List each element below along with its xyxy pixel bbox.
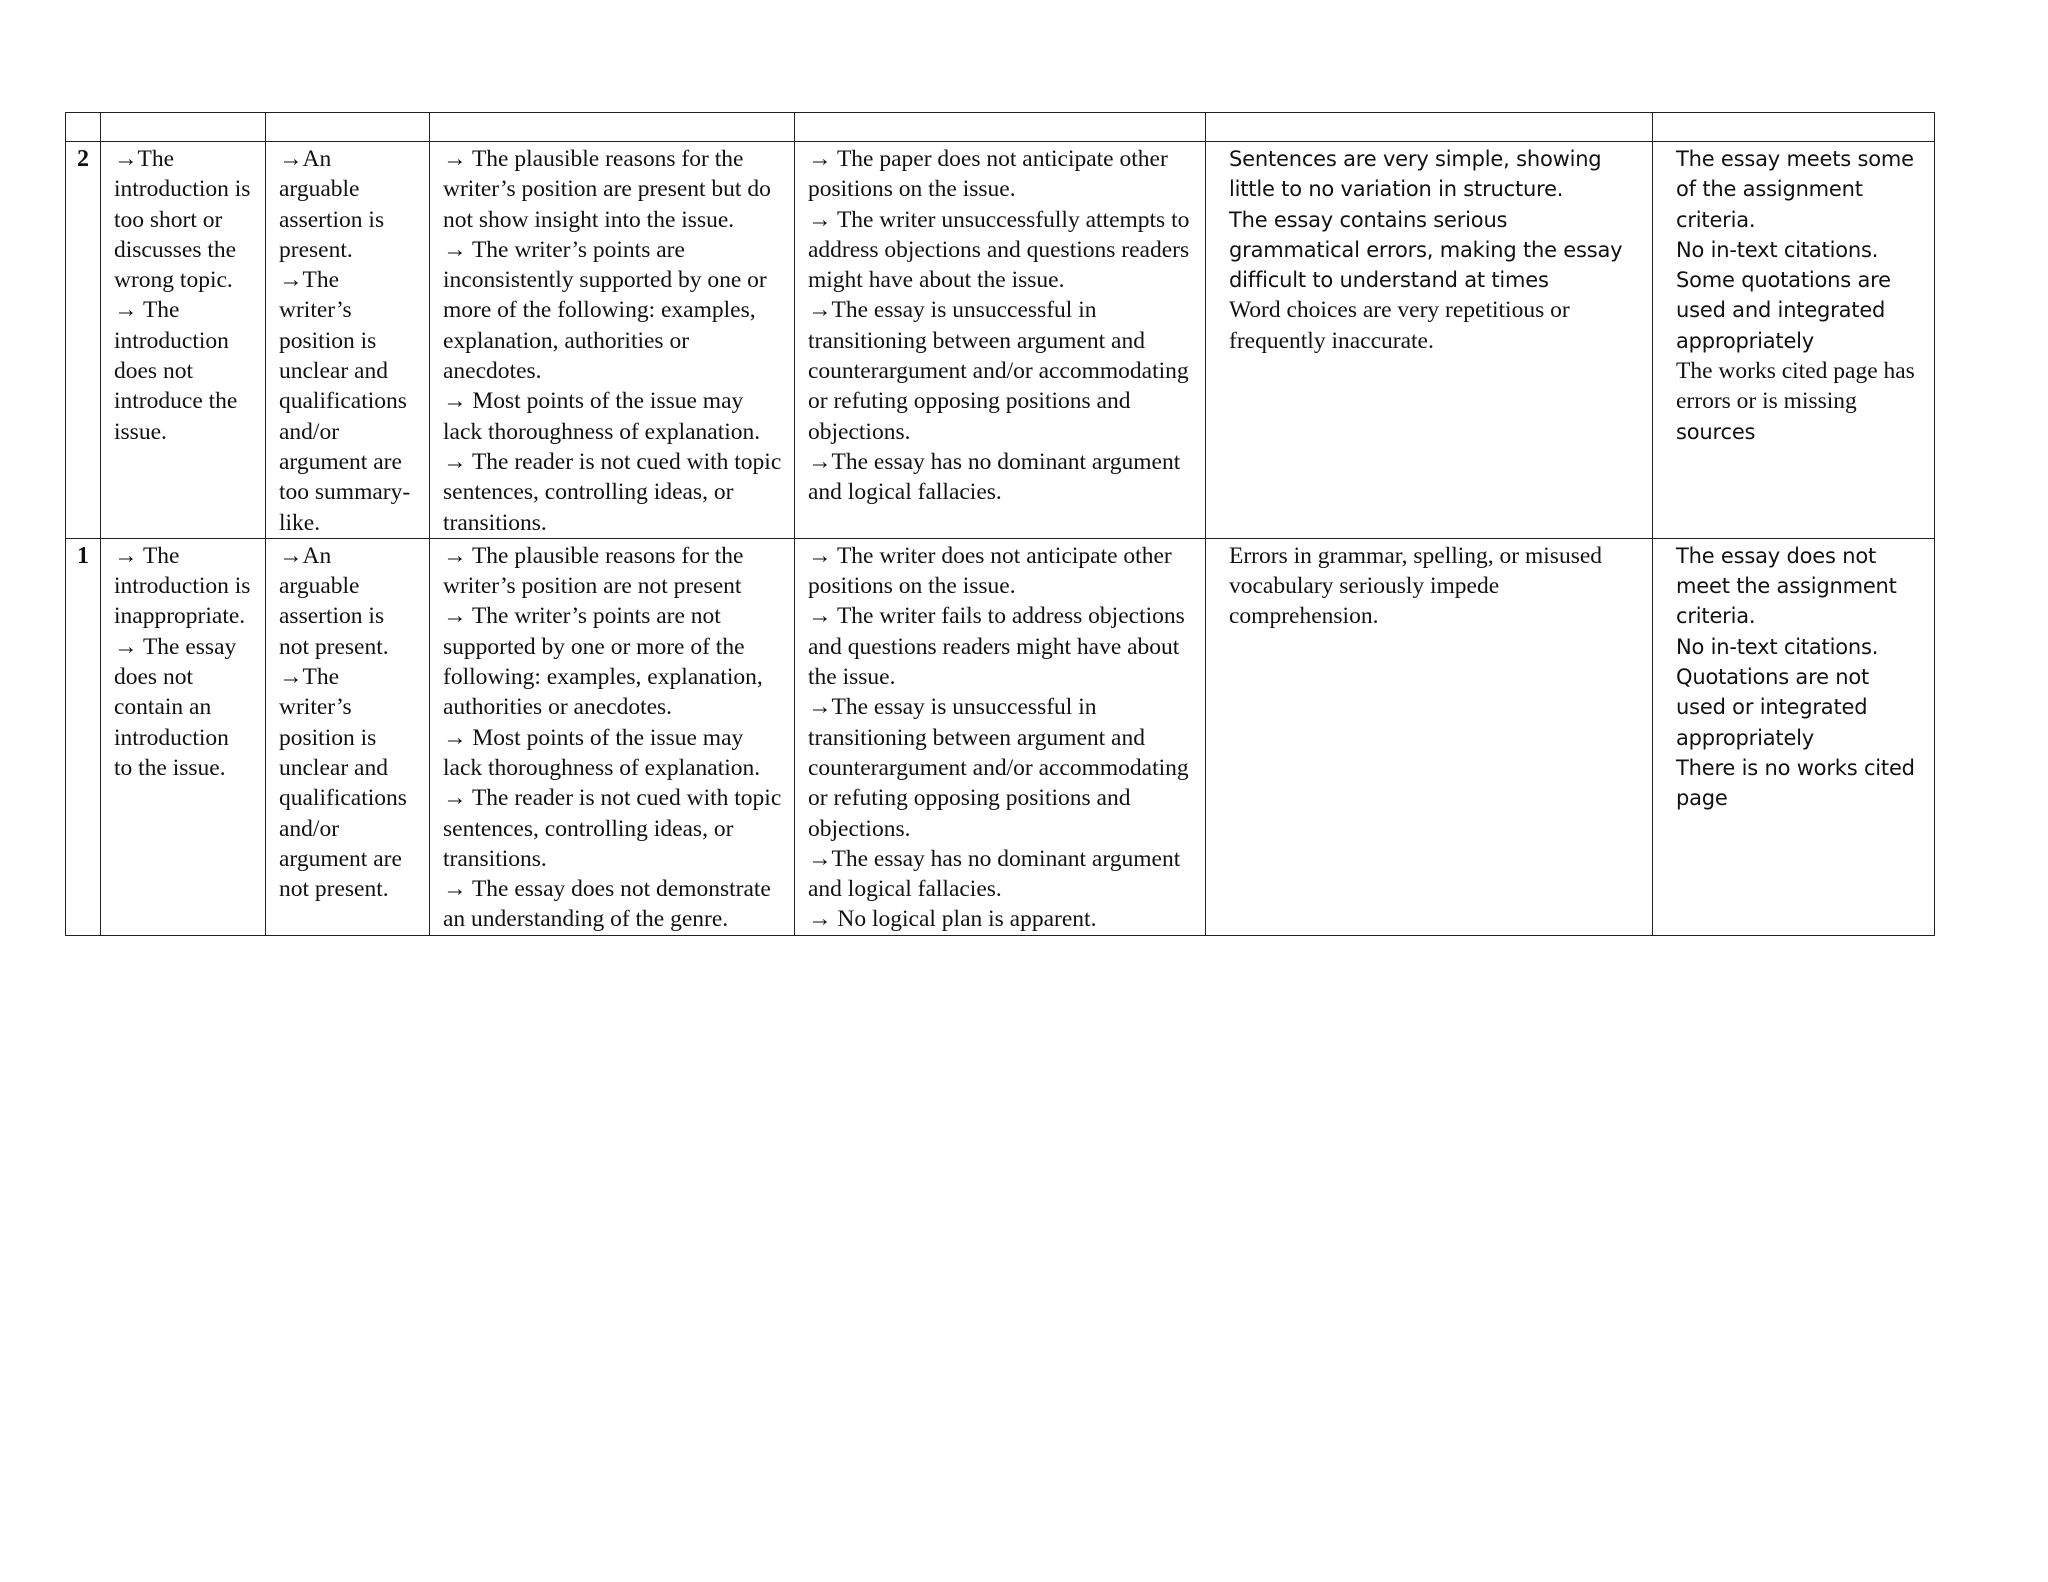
- criterion-text: Errors in grammar, spelling, or misused vocabulary seriously impede comprehension.: [1229, 542, 1603, 630]
- introduction-cell: [101, 142, 266, 539]
- criterion-text: Word choices are very repetitious or frequently inaccurate.: [1229, 297, 1570, 354]
- criterion-text: There is no works cited page: [1676, 755, 1915, 811]
- criterion-text: → The writer’s points are inconsistently supported by one or more of the following: examples, explanation, authorities or anecdotes.: [443, 236, 767, 385]
- criterion-text: sources: [1676, 419, 1756, 444]
- criterion-text: → The writer unsuccessfully attempts to address objections and questions readers might have about the issue.: [808, 206, 1190, 294]
- table-row: [66, 142, 1935, 539]
- criterion-text: The essay does not meet the assignment criteria.: [1676, 543, 1897, 629]
- criterion-text: →The essay has no dominant argument and logical fallacies.: [808, 845, 1181, 903]
- criterion-text: → The introduction is inappropriate.: [114, 542, 251, 630]
- criterion-text: → Most points of the issue may lack thoroughness of explanation.: [443, 724, 761, 781]
- mechanics-cell: [1206, 142, 1653, 539]
- header-cell: [795, 113, 1206, 142]
- support-cell: [430, 538, 795, 935]
- criterion-text: → The reader is not cued with topic sentences, controlling ideas, or transitions.: [443, 785, 782, 872]
- criteria-cell: [1653, 538, 1935, 935]
- criterion-text: →The writer’s position is unclear and qualifications and/or argument are too summary-like.: [279, 267, 411, 536]
- criteria-cell: [1653, 142, 1935, 539]
- criterion-text: →An arguable assertion is not present.: [279, 542, 389, 660]
- criterion-text: → The paper does not anticipate other positions on the issue.: [808, 146, 1168, 203]
- score-cell: 1: [66, 538, 101, 935]
- criterion-text: → The essay does not contain an introduction to the issue.: [114, 633, 237, 781]
- score-cell: 2: [66, 142, 101, 539]
- criterion-text: The works cited page has errors or is missing: [1676, 358, 1915, 415]
- counterargument-cell: [795, 142, 1206, 539]
- criterion-text: Some quotations are used and integrated appropriately: [1676, 268, 1891, 353]
- criterion-text: →The essay has no dominant argument and logical fallacies.: [808, 448, 1181, 506]
- header-cell: [1206, 113, 1653, 142]
- table-row: [66, 538, 1935, 935]
- assertion-cell: [266, 538, 430, 935]
- criterion-text: No in-text citations.: [1676, 634, 1879, 659]
- support-cell: [430, 142, 795, 539]
- header-cell: [1653, 113, 1935, 142]
- criterion-text: No in-text citations.: [1676, 237, 1879, 262]
- criterion-text: → The essay does not demonstrate an understanding of the genre.: [443, 876, 771, 933]
- criterion-text: → No logical plan is apparent.: [808, 906, 1097, 933]
- header-cell: [101, 113, 266, 142]
- criterion-text: → The plausible reasons for the writer’s position are present but do not show insight into the issue.: [443, 146, 771, 233]
- table-header-row: [66, 113, 1935, 142]
- header-cell: [66, 113, 101, 142]
- criterion-text: → The introduction does not introduce the issue.: [114, 297, 238, 445]
- criterion-text: → The reader is not cued with topic sentences, controlling ideas, or transitions.: [443, 448, 782, 536]
- assertion-cell: [266, 142, 430, 539]
- criterion-text: → Most points of the issue may lack thoroughness of explanation.: [443, 388, 761, 445]
- rubric-table: [65, 112, 1935, 936]
- criterion-text: →An arguable assertion is present.: [279, 146, 385, 263]
- introduction-cell: [101, 538, 266, 935]
- criterion-text: →The writer’s position is unclear and qualifications and/or argument are not present.: [279, 664, 407, 903]
- criterion-text: → The writer does not anticipate other positions on the issue.: [808, 542, 1172, 600]
- criterion-text: The essay contains serious grammatical errors, making the essay difficult to understand at times: [1229, 207, 1623, 293]
- criterion-text: The essay meets some of the assignment criteria.: [1676, 147, 1914, 232]
- counterargument-cell: [795, 538, 1206, 935]
- header-cell: [266, 113, 430, 142]
- criterion-text: →The essay is unsuccessful in transitioning between argument and counterargument and/or accommodating or refuting opposing positions and objections.: [808, 297, 1189, 445]
- criterion-text: → The writer’s points are not supported by one or more of the following: examples, explanation, authorities or anecdotes.: [443, 603, 763, 721]
- criterion-text: →The introduction is too short or discusses the wrong topic.: [114, 146, 251, 294]
- criterion-text: Sentences are very simple, showing little to no variation in structure.: [1229, 147, 1602, 202]
- criterion-text: → The plausible reasons for the writer’s position are not present: [443, 542, 744, 600]
- header-cell: [430, 113, 795, 142]
- criterion-text: Quotations are not used or integrated appropriately: [1676, 665, 1870, 750]
- criterion-text: → The writer fails to address objections and questions readers might have about the issue.: [808, 603, 1185, 691]
- criterion-text: →The essay is unsuccessful in transitioning between argument and counterargument and/or accommodating or refuting opposing positions and objections.: [808, 694, 1189, 842]
- mechanics-cell: [1206, 538, 1653, 935]
